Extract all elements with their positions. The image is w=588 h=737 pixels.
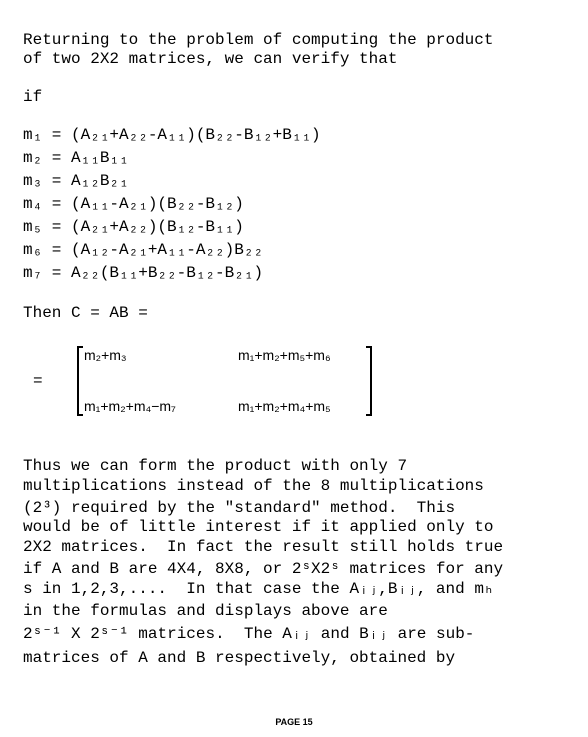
matrix-r2c1: m₁+m₂+m₄−m₇ bbox=[84, 398, 176, 414]
intro-line-2: of two 2X2 matrices, we can verify that bbox=[23, 50, 398, 68]
body-line-10: matrices of A and B respectively, obtained by bbox=[23, 649, 456, 667]
matrix-r1c1: m₂+m₃ bbox=[84, 347, 127, 363]
matrix-r2c2: m₁+m₂+m₄+m₅ bbox=[238, 398, 331, 414]
left-bracket bbox=[77, 346, 83, 416]
matrix-equals: = bbox=[33, 372, 43, 390]
equation-m4: m₄ = (A₁₁-A₂₁)(B₂₂-B₁₂) bbox=[23, 195, 244, 213]
page-number: PAGE 15 bbox=[275, 717, 313, 727]
equation-m2: m₂ = A₁₁B₁₁ bbox=[23, 149, 129, 167]
equation-m5: m₅ = (A₂₁+A₂₂)(B₁₂-B₁₁) bbox=[23, 218, 244, 236]
equation-m7: m₇ = A₂₂(B₁₁+B₂₂-B₁₂-B₂₁) bbox=[23, 264, 264, 282]
intro-if: if bbox=[23, 88, 43, 106]
equation-m1: m₁ = (A₂₁+A₂₂-A₁₁)(B₂₂-B₁₂+B₁₁) bbox=[23, 126, 321, 144]
body-line-7: s in 1,2,3,.... In that case the Aᵢⱼ,Bᵢⱼ, and mₕ bbox=[23, 580, 494, 598]
right-bracket bbox=[366, 346, 372, 416]
matrix-r1c2: m₁+m₂+m₅+m₆ bbox=[238, 347, 331, 363]
body-line-4: would be of little interest if it applied only to bbox=[23, 518, 494, 536]
intro-line-1: Returning to the problem of computing the product bbox=[23, 31, 494, 49]
body-line-2: multiplications instead of the 8 multiplications bbox=[23, 477, 484, 495]
body-line-8: in the formulas and displays above are bbox=[23, 602, 388, 620]
equation-m3: m₃ = A₁₂B₂₁ bbox=[23, 172, 129, 190]
body-line-1: Thus we can form the product with only 7 bbox=[23, 457, 408, 475]
equation-m6: m₆ = (A₁₂-A₂₁+A₁₁-A₂₂)B₂₂ bbox=[23, 241, 264, 259]
then-line: Then C = AB = bbox=[23, 304, 148, 322]
body-line-3: (2³) required by the "standard" method. This bbox=[23, 499, 456, 517]
body-line-5: 2X2 matrices. In fact the result still holds true bbox=[23, 538, 504, 556]
body-line-6: if A and B are 4X4, 8X8, or 2ˢX2ˢ matrices for any bbox=[23, 560, 504, 578]
body-line-9: 2ˢ⁻¹ X 2ˢ⁻¹ matrices. The Aᵢⱼ and Bᵢⱼ are sub- bbox=[23, 625, 475, 643]
